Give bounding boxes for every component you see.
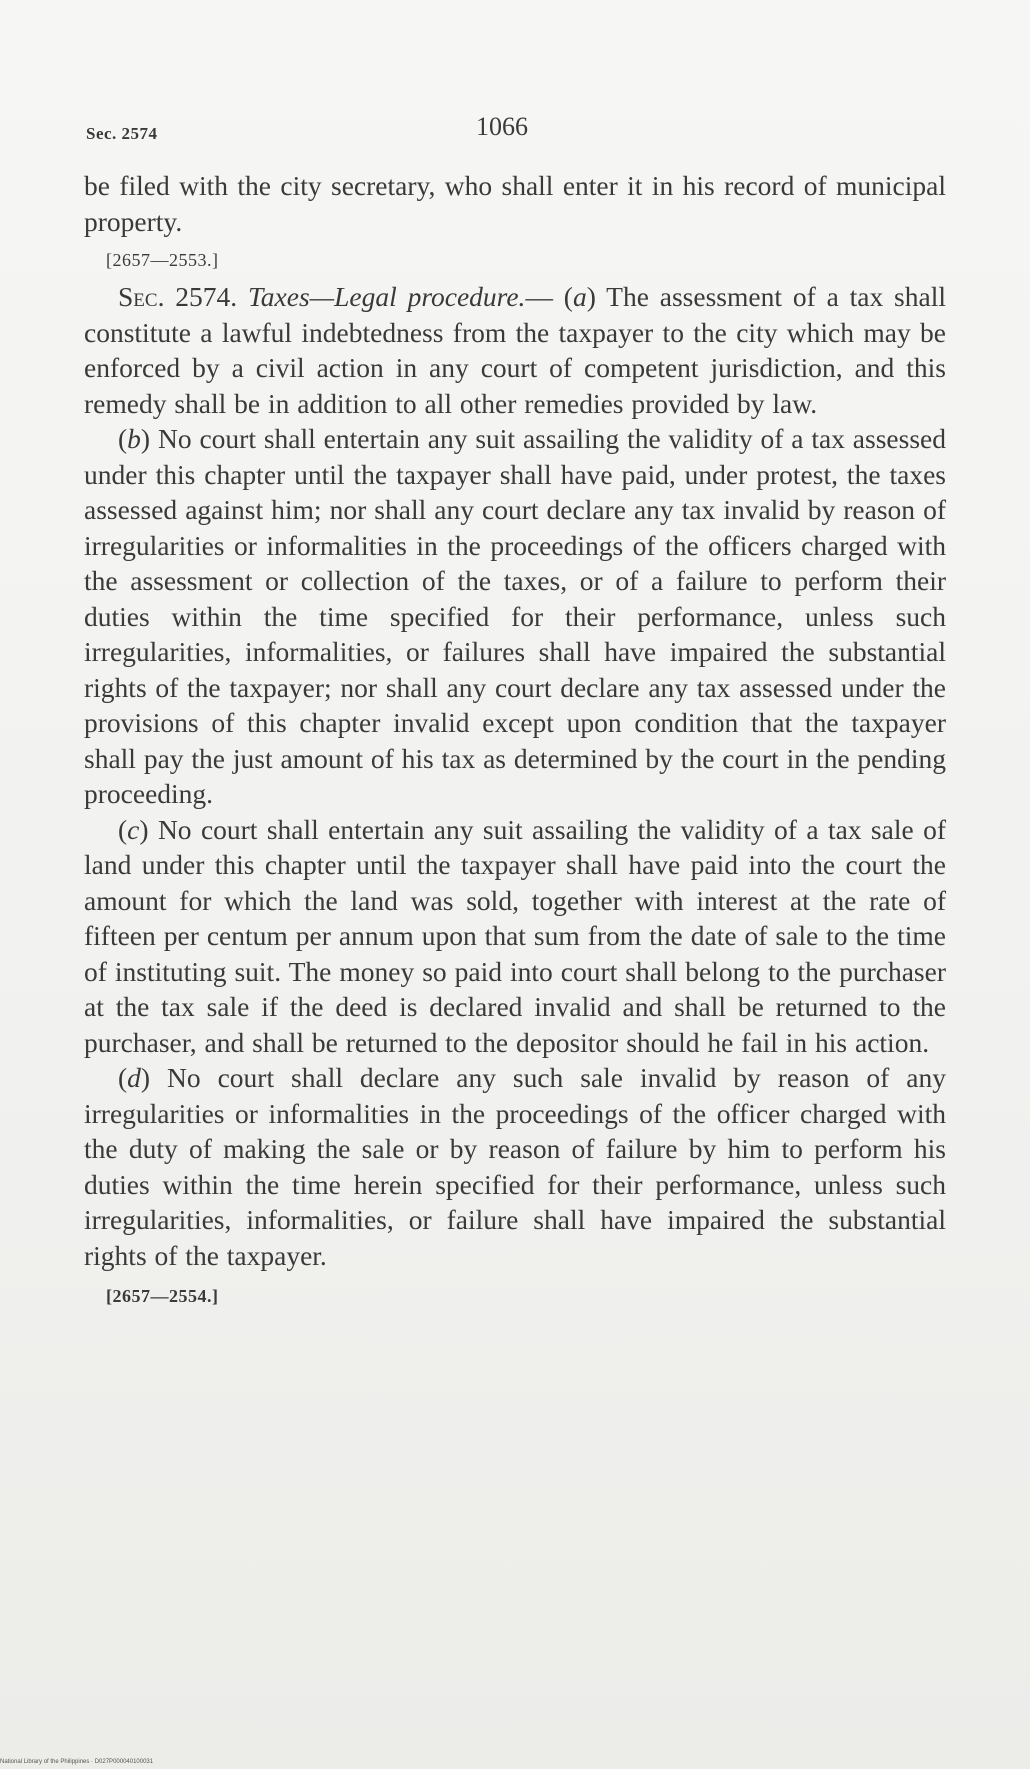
body-text xyxy=(84,168,946,1315)
section-paragraph-b xyxy=(84,421,946,812)
section-paragraph-c xyxy=(84,812,946,1061)
subsection-letter: a xyxy=(572,281,587,312)
continuation-paragraph: be filed with the city secretary, who shall enter it in his record of municipal property. xyxy=(84,170,946,237)
subsection-text: ) No court shall entertain any suit assailing the validity of a tax assessed under this chapter until the taxpayer shall have paid, under protest, the taxes assessed against him; nor shall any court declare any tax invalid by reason of irregularities or informalities in the proceedings of the officers charged with the assessment or collection of the taxes, or of a failure to perform their duties within the time specified for their performance, unless such irregularities, informalities, or failures shall have impaired the substantial rights of the taxpayer; nor shall any court declare any tax assessed under the provisions of this chapter invalid except upon condition that the taxpayer shall pay the just amount of his tax as determined by the court in the pending proceeding. xyxy=(84,423,946,809)
citation-ref: [2657—2554.] xyxy=(106,1286,219,1306)
subsection-text: ) No court shall entertain any suit assailing the validity of a tax sale of land under this chapter until the taxpayer shall have paid into the court the amount for which the land was sold, together with interest at the rate of fifteen per centum per annum upon that sum from the date of sale to the time of instituting suit. The money so paid into court shall belong to the purchaser at the tax sale if the deed is declared invalid and shall be returned to the purchaser, and shall be returned to the depositor should he fail in his action. xyxy=(84,813,946,1058)
section-number: 2574. xyxy=(164,281,249,312)
section-reference: Sec. 2574 xyxy=(86,124,158,143)
source-footer: National Library of the Philippines · D027P000040100031 xyxy=(0,1759,154,1765)
subsection-letter: d xyxy=(127,1062,141,1093)
citation-ref: [2657—2553.] xyxy=(106,250,219,270)
subsection-open-paren: ( xyxy=(118,423,128,454)
subsection-letter: b xyxy=(127,423,141,454)
section-dash: — ( xyxy=(525,281,573,312)
section-paragraph-a xyxy=(84,279,946,421)
page-header xyxy=(86,112,946,152)
subsection-text: ) The assessment of a tax shall constitute a lawful indebtedness from the taxpayer to the city which may be enforced by a civil action in any court of competent jurisdiction, and this remedy shall be in addition to all other remedies provided by law. xyxy=(84,281,946,419)
subsection-letter: c xyxy=(127,813,140,845)
subsection-open-paren: ( xyxy=(118,813,128,845)
subsection-text: ) No court shall declare any such sale invalid by reason of any irregularities or informalities in the proceedings of the officer charged with the duty of making the sale or by reason of failure by him to perform his duties within the time herein specified for their performance, unless such irregularities, informalities, or failure shall have impaired the substantial rights of the taxpayer. xyxy=(84,1062,946,1271)
section-label: Sec. xyxy=(118,281,165,312)
subsection-open-paren: ( xyxy=(118,1062,128,1093)
page-number: 1066 xyxy=(476,112,528,141)
section-paragraph-d xyxy=(84,1060,946,1273)
section-title: Taxes—Legal procedure. xyxy=(248,281,526,312)
